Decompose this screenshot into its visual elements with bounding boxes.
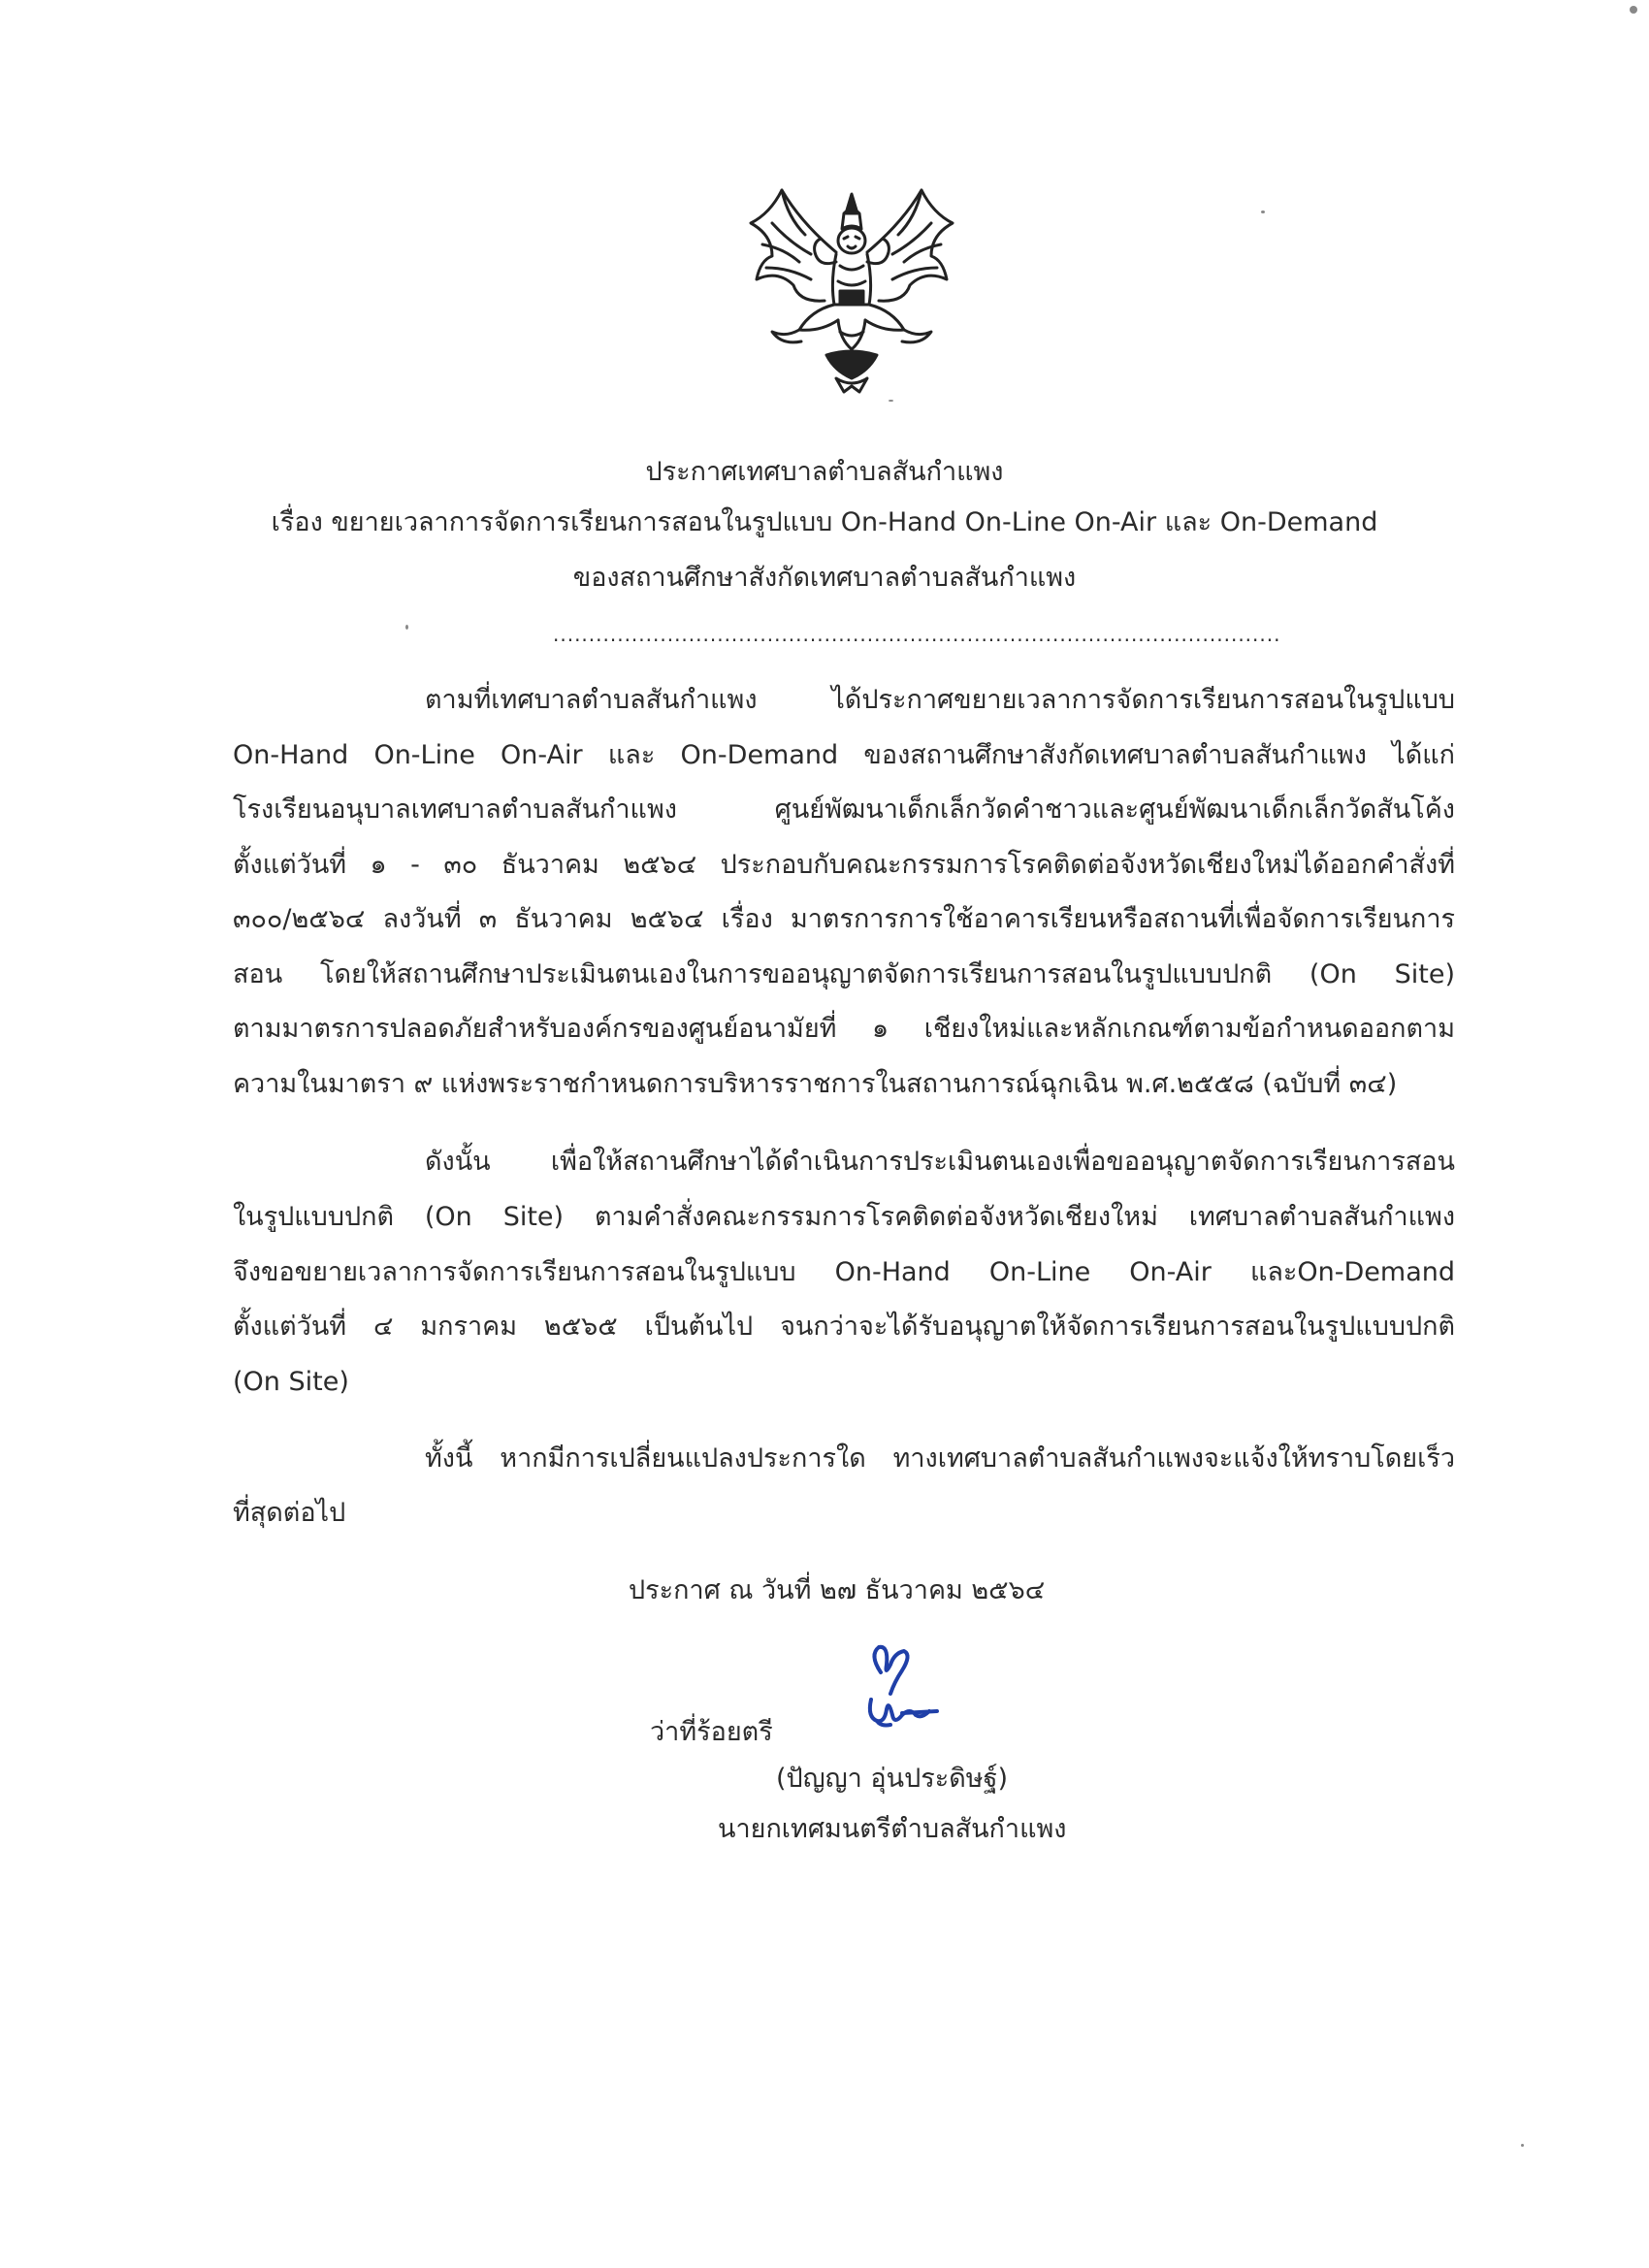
scan-speck	[1521, 2144, 1524, 2147]
paragraph-2-line: ในรูปแบบปกติ (On Site) ตามคำสั่งคณะกรรมการโรคติดต่อจังหวัดเชียงใหม่ เทศบาลตำบลสันกำแพง	[233, 1202, 1455, 1232]
scan-speck	[1630, 6, 1637, 14]
paragraph-1-line: ตามมาตรการปลอดภัยสำหรับองค์กรของศูนย์อนามัยที่ ๑ เชียงใหม่และหลักเกณฑ์ตามข้อกำหนดออกตาม	[233, 1014, 1455, 1044]
document-subject: เรื่อง ขยายเวลาการจัดการเรียนการสอนในรูปแบบ On-Hand On-Line On-Air และ On-Demand	[271, 507, 1378, 537]
paragraph-1-line: ตามที่เทศบาลตำบลสันกำแพง ได้ประกาศขยายเวลาการจัดการเรียนการสอนในรูปแบบ	[425, 685, 1455, 715]
paragraph-1-line: ความในมาตรา ๙ แห่งพระราชกำหนดการบริหารราชการในสถานการณ์ฉุกเฉิน พ.ศ.๒๕๕๘ (ฉบับที่ ๓๔)	[233, 1069, 1398, 1099]
scan-speck	[889, 400, 893, 402]
handwritten-signature	[852, 1643, 949, 1740]
scan-speck	[405, 625, 408, 630]
scan-speck	[1261, 211, 1265, 213]
paragraph-2-line: จึงขอขยายเวลาการจัดการเรียนการสอนในรูปแบบ On-Hand On-Line On-Air และOn-Demand	[233, 1257, 1455, 1287]
signer-name: (ปัญญา อุ่นประดิษฐ์)	[776, 1764, 1009, 1794]
header-separator: ......................................................................................................	[553, 623, 1281, 646]
paragraph-1-line: ตั้งแต่วันที่ ๑ - ๓๐ ธันวาคม ๒๕๖๔ ประกอบกับคณะกรรมการโรคติดต่อจังหวัดเชียงใหม่ได้ออกคำสั่งที่	[233, 850, 1455, 880]
signer-position: นายกเทศมนตรีตำบลสันกำแพง	[718, 1814, 1067, 1844]
paragraph-3-line: ที่สุดต่อไป	[233, 1498, 346, 1528]
document-subject-continued: ของสถานศึกษาสังกัดเทศบาลตำบลสันกำแพง	[572, 563, 1077, 593]
announcement-date: ประกาศ ณ วันที่ ๒๗ ธันวาคม ๒๕๖๔	[629, 1575, 1046, 1605]
paragraph-1-line: ๓๐๐/๒๕๖๔ ลงวันที่ ๓ ธันวาคม ๒๕๖๔ เรื่อง มาตรการการใช้อาคารเรียนหรือสถานที่เพื่อจัดการเรียนการ	[233, 904, 1455, 934]
paragraph-1-line: สอน โดยให้สถานศึกษาประเมินตนเองในการขออนุญาตจัดการเรียนการสอนในรูปแบบปกติ (On Site)	[233, 959, 1455, 989]
signer-rank: ว่าที่ร้อยตรี	[650, 1717, 773, 1747]
paragraph-2-line: ตั้งแต่วันที่ ๔ มกราคม ๒๕๖๕ เป็นต้นไป จนกว่าจะได้รับอนุญาตให้จัดการเรียนการสอนในรูปแบบปกติ	[233, 1312, 1455, 1342]
paragraph-1-line: โรงเรียนอนุบาลเทศบาลตำบลสันกำแพง ศูนย์พัฒนาเด็กเล็กวัดคำชาวและศูนย์พัฒนาเด็กเล็กวัดสันโค้ง	[233, 794, 1455, 825]
paragraph-1-line: On-Hand On-Line On-Air และ On-Demand ของสถานศึกษาสังกัดเทศบาลตำบลสันกำแพง ได้แก่	[233, 740, 1455, 770]
document-title: ประกาศเทศบาลตำบลสันกำแพง	[645, 457, 1004, 487]
paragraph-2-line: ดังนั้น เพื่อให้สถานศึกษาได้ดำเนินการประเมินตนเองเพื่อขออนุญาตจัดการเรียนการสอน	[425, 1147, 1455, 1177]
garuda-emblem-icon	[743, 184, 960, 400]
paragraph-2-line: (On Site)	[233, 1367, 349, 1397]
paragraph-3-line: ทั้งนี้ หากมีการเปลี่ยนแปลงประการใด ทางเทศบาลตำบลสันกำแพงจะแจ้งให้ทราบโดยเร็ว	[425, 1443, 1455, 1474]
